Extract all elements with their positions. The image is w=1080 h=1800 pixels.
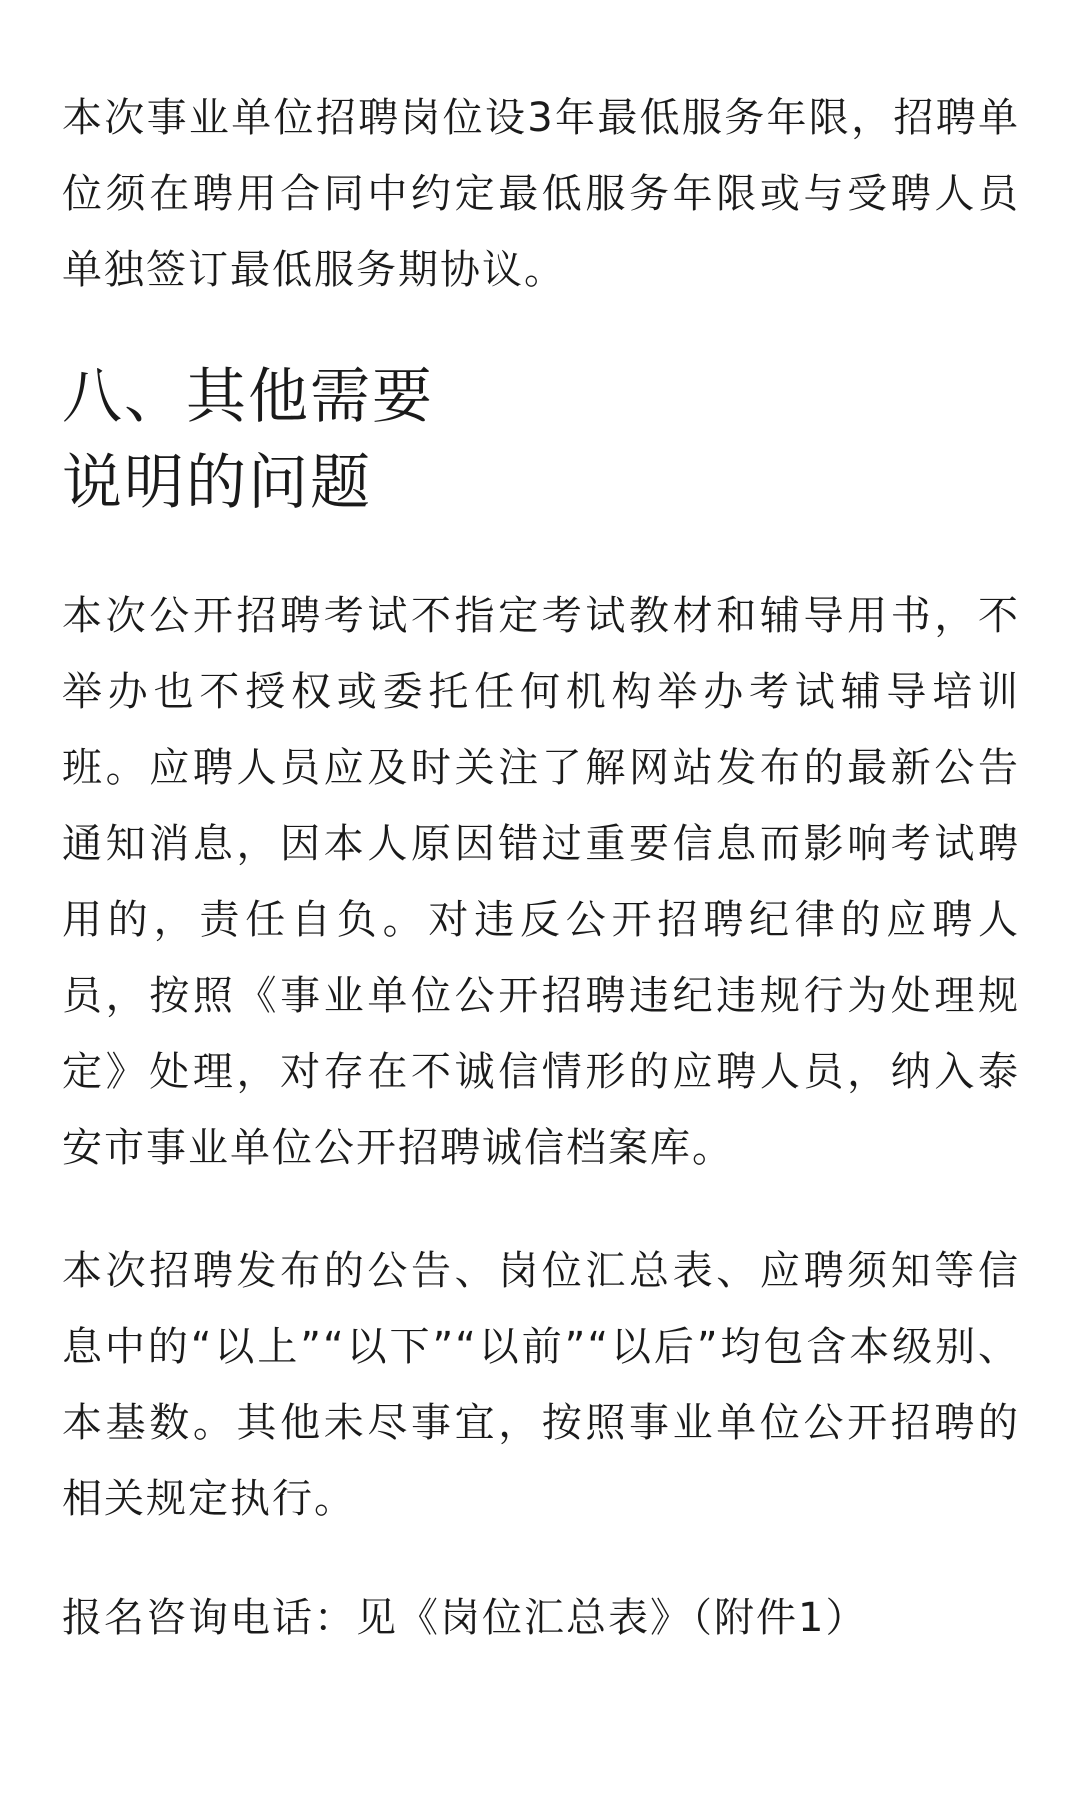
paragraph-contact: 报名咨询电话：见《岗位汇总表》（附件1） xyxy=(62,1595,868,1641)
paragraph-inclusive-terms: 本次招聘发布的公告、岗位汇总表、应聘须知等信息中的“以上”“以下”“以前”“以后”均包含本级别、本基数。其他未尽事宜，按照事业单位公开招聘的相关规定执行。 xyxy=(62,1248,1020,1522)
section-heading xyxy=(62,354,1020,526)
paragraph-no-materials: 本次公开招聘考试不指定考试教材和辅导用书，不举办也不授权或委托任何机构举办考试辅导培训班。应聘人员应及时关注了解网站发布的最新公告通知消息，因本人原因错过重要信息而影响考试聘用的，责任自负。对违反公开招聘纪律的应聘人员，按照《事业单位公开招聘违纪违规行为处理规定》处理，对存在不诚信情形的应聘人员，纳入泰安市事业单位公开招聘诚信档案库。 xyxy=(62,593,1020,1171)
section-heading-line1: 八、其他需要 xyxy=(62,362,434,432)
section-heading-line2: 说明的问题 xyxy=(62,448,372,518)
paragraph-service-term: 本次事业单位招聘岗位设3年最低服务年限，招聘单位须在聘用合同中约定最低服务年限或与受聘人员单独签订最低服务期协议。 xyxy=(62,95,1020,293)
